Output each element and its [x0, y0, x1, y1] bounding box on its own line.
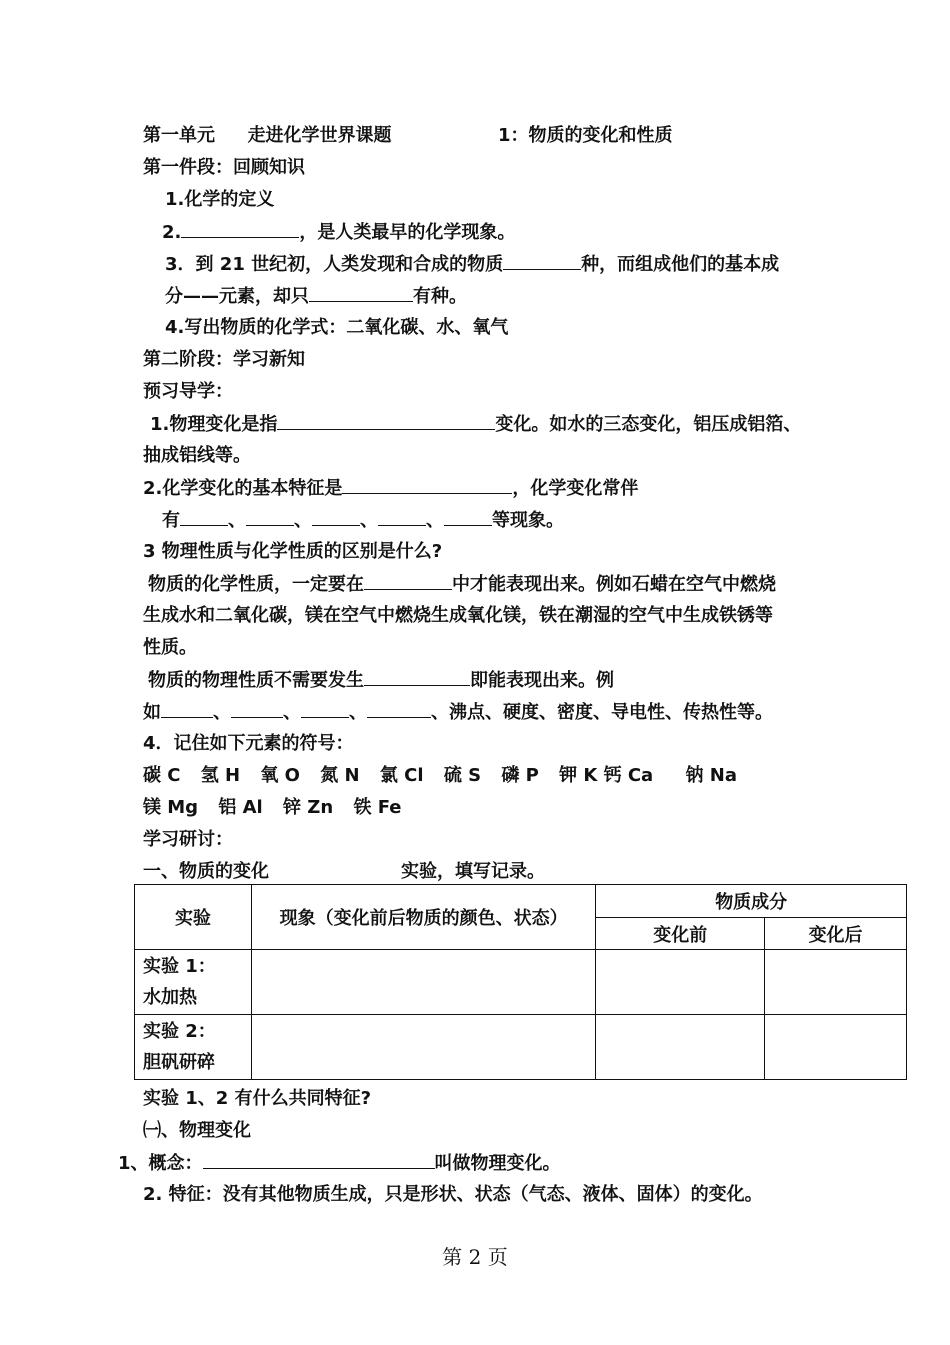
- p2-sep: 、: [360, 510, 378, 531]
- phenomenon-cell[interactable]: [251, 1015, 596, 1080]
- stage2-title: 第二阶段：学习新知: [143, 349, 305, 370]
- element-zn: 锌 Zn: [283, 797, 334, 818]
- element-na: 钠 Na: [685, 765, 737, 786]
- p2-sep: 、: [426, 510, 444, 531]
- p2-part-a: 2.化学变化的基本特征是: [143, 478, 343, 499]
- p2-part-c: 有: [162, 510, 180, 531]
- p2-blank-5: [444, 508, 492, 526]
- q3-blank1: [503, 252, 581, 270]
- element-n: 氮 N: [320, 765, 360, 786]
- p3-blank4: [231, 700, 283, 718]
- page-number: 第 2 页: [442, 1245, 508, 1269]
- p1-part-b: 变化。如水的三态变化，铝压成铝箔、: [495, 414, 802, 435]
- q3-part-d: 有种。: [413, 286, 467, 307]
- p3-sep: 、: [213, 702, 231, 723]
- p1-part-a: 1.物理变化是指: [150, 414, 278, 435]
- concept-label: 1、概念：: [118, 1153, 203, 1174]
- element-ca: 钙 Ca: [603, 765, 654, 786]
- p3-blank2: [364, 668, 470, 686]
- p2-blank-2: [246, 508, 294, 526]
- feature-line: 2. 特征：没有其他物质生成，只是形状、状态（气态、液体、固体）的变化。: [143, 1184, 763, 1205]
- header-phenomenon: 现象（变化前后物质的颜色、状态）: [251, 885, 596, 950]
- header-before: 变化前: [596, 918, 765, 950]
- q2-prefix: 2.: [162, 222, 182, 243]
- p3-line2: 生成水和二氧化碳，镁在空气中燃烧生成氧化镁，铁在潮湿的空气中生成铁锈等: [143, 605, 773, 626]
- p2-blank-4: [378, 508, 426, 526]
- p3-sep: 、: [349, 702, 367, 723]
- stage1-q2: [162, 220, 515, 245]
- p3-blank3: [161, 700, 213, 718]
- p2-blank-3: [312, 508, 360, 526]
- stage1-q4: 4.写出物质的化学式：二氧化碳、水、氧气: [165, 317, 509, 338]
- phenomenon-cell[interactable]: [251, 950, 596, 1015]
- p3-part-b2: 即能表现出来。例: [470, 670, 614, 691]
- header-after: 变化后: [765, 918, 907, 950]
- topic-label: 走进化学世界课题: [247, 125, 392, 146]
- preview-title: 预习导学：: [143, 381, 233, 402]
- stage1-q3-line1: [165, 252, 779, 277]
- p3-blank5: [301, 700, 349, 718]
- p3-part-b3: 如: [143, 702, 161, 723]
- p3-sep: 、: [283, 702, 301, 723]
- row-label: [135, 1015, 252, 1080]
- study-title: 学习研讨：: [143, 829, 233, 850]
- element-k: 钾 K: [559, 765, 598, 786]
- element-al: 铝 Al: [218, 797, 263, 818]
- p3-blank6: [367, 700, 431, 718]
- row-label: [135, 950, 252, 1015]
- table-row: [135, 950, 907, 1015]
- unit-label: 第一单元: [143, 125, 215, 146]
- before-cell[interactable]: [596, 950, 765, 1015]
- concept-blank: [203, 1151, 435, 1169]
- p2-sep: 、: [294, 510, 312, 531]
- element-s: 硫 S: [443, 765, 482, 786]
- physical-change-subtitle: ㈠、物理变化: [143, 1120, 251, 1141]
- element-o: 氧 O: [260, 765, 300, 786]
- p3-line5: [143, 700, 773, 725]
- element-fe: 铁 Fe: [353, 797, 402, 818]
- element-p: 磷 P: [501, 765, 539, 786]
- element-mg: 镁 Mg: [143, 797, 199, 818]
- concept-line: [118, 1151, 561, 1176]
- p3-part-b4: 、沸点、硬度、密度、导电性、传热性等。: [431, 702, 773, 723]
- p2-blank: [342, 476, 512, 494]
- p2-line1: [143, 476, 638, 501]
- p2-sep: 、: [228, 510, 246, 531]
- elements-row-1: [143, 764, 737, 788]
- common-feature-question: 实验 1、2 有什么共同特征?: [143, 1088, 372, 1109]
- unit-heading: [143, 124, 392, 148]
- lesson-title: 1：物质的变化和性质: [498, 125, 673, 146]
- q2-suffix: ，是人类最早的化学现象。: [299, 222, 516, 243]
- section1-note: 实验，填写记录。: [401, 861, 545, 882]
- p3-part-a2: 中才能表现出来。例如石蜡在空气中燃烧: [452, 574, 776, 595]
- p3-line4: [148, 668, 614, 693]
- p3-line3: 性质。: [143, 637, 197, 658]
- row-label-line2: 胆矾研碎: [143, 1052, 215, 1073]
- p2-line2: [162, 508, 564, 533]
- stage1-q1: 1.化学的定义: [165, 189, 275, 210]
- q3-part-c: 分——元素，却只: [165, 286, 309, 307]
- after-cell[interactable]: [765, 1015, 907, 1080]
- stage1-title: 第一件段：回顾知识: [143, 157, 305, 178]
- header-composition: 物质成分: [596, 885, 907, 918]
- p3-question: 3 物理性质与化学性质的区别是什么?: [143, 541, 443, 562]
- p2-part-b: ，化学变化常伴: [512, 478, 639, 499]
- p2-part-d: 等现象。: [492, 510, 564, 531]
- stage1-q3-line2: [165, 284, 467, 309]
- experiment-table: [134, 884, 907, 1080]
- row-label-line2: 水加热: [143, 987, 197, 1008]
- p4-title: 4．记住如下元素的符号：: [143, 733, 354, 754]
- table-row: [135, 1015, 907, 1080]
- element-cl: 氯 Cl: [379, 765, 424, 786]
- elements-row-2: [143, 796, 401, 820]
- element-h: 氢 H: [200, 765, 241, 786]
- q3-part-a: 3．到 21 世纪初，人类发现和合成的物质: [165, 254, 504, 275]
- header-experiment: 实验: [135, 885, 252, 950]
- concept-suffix: 叫做物理变化。: [434, 1153, 561, 1174]
- row-label-line1: 实验 2：: [143, 1021, 216, 1042]
- p1-line2: 抽成铝线等。: [143, 445, 251, 466]
- before-cell[interactable]: [596, 1015, 765, 1080]
- element-c: 碳 C: [143, 765, 181, 786]
- p3-part-a1: 物质的化学性质，一定要在: [148, 574, 364, 595]
- p3-line1: [148, 572, 776, 597]
- row-label-line1: 实验 1：: [143, 956, 216, 977]
- p3-blank1: [364, 572, 452, 590]
- after-cell[interactable]: [765, 950, 907, 1015]
- p2-blank-1: [180, 508, 228, 526]
- section1-title: 一、物质的变化: [143, 861, 269, 882]
- q3-blank2: [309, 284, 413, 302]
- p1-blank: [277, 412, 495, 430]
- p3-part-b1: 物质的物理性质不需要发生: [148, 670, 364, 691]
- q3-part-b: 种，而组成他们的基本成: [581, 254, 780, 275]
- q2-blank: [181, 220, 299, 238]
- p1-line1: [150, 412, 801, 437]
